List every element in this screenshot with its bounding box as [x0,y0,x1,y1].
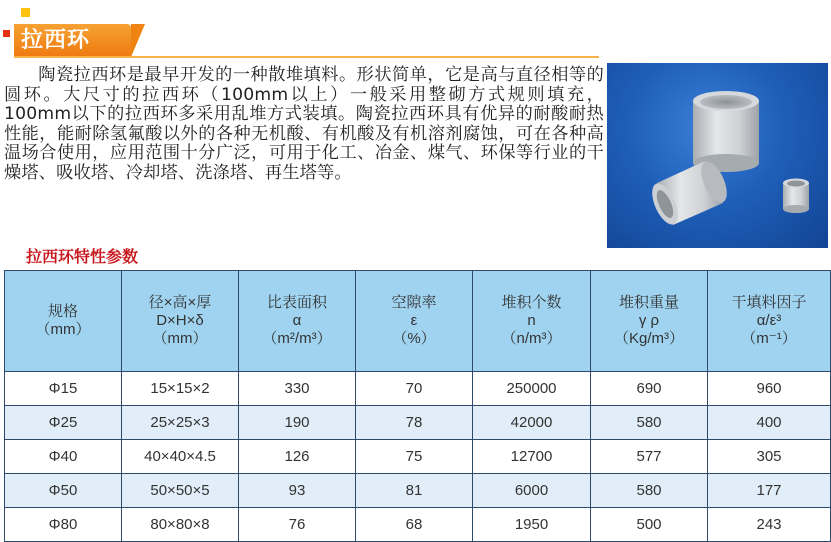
cell-count: 250000 [473,372,591,406]
cell-factor: 960 [708,372,831,406]
cell-spec: Φ80 [5,508,122,542]
header-line-3: （n/m³） [501,330,562,347]
header-packing-count [473,271,591,372]
cell-area: 330 [239,372,356,406]
cell-dims: 40×40×4.5 [122,440,239,474]
small-ring-hole [787,181,805,187]
red-square-icon [3,30,10,37]
header-void-ratio [356,271,473,372]
cell-voids: 70 [356,372,473,406]
cell-count: 1950 [473,508,591,542]
header-line-1: 堆积个数 [501,294,562,311]
header-line-2: ε [410,312,418,329]
cell-dims: 80×80×8 [122,508,239,542]
raschig-rings-image [607,63,828,248]
cell-weight: 500 [591,508,708,542]
cell-area: 190 [239,406,356,440]
cell-spec: Φ15 [5,372,122,406]
cell-area: 126 [239,440,356,474]
small-ring-bottom [783,205,809,213]
cell-area: 93 [239,474,356,508]
cell-voids: 68 [356,508,473,542]
page-title: 拉西环 [21,28,91,53]
cell-factor: 243 [708,508,831,542]
cell-weight: 690 [591,372,708,406]
header-line-2: γ ρ [638,312,660,329]
header-line-1: 干填料因子 [731,294,807,311]
cell-weight: 580 [591,406,708,440]
header-line-2: D×H×δ [156,312,204,329]
cell-dims: 15×15×2 [122,372,239,406]
header-line-1: 规格 [47,303,78,320]
cell-voids: 78 [356,406,473,440]
header-line-2: n [527,312,536,329]
table-row [5,508,831,542]
table-row [5,440,831,474]
cell-weight: 580 [591,474,708,508]
intro-text: 陶瓷拉西环是最早开发的一种散堆填料。形状简单，它是高与直径相等的圆环。大尺寸的拉西环（100mm以上）一般采用整砌方式规则填充，100mm以下的拉西环多采用乱堆方式装填。陶瓷拉西环具有优异的耐酸耐热性能，能耐除氢氟酸以外的各种无机酸、有机酸及有机溶剂腐蚀，可在各种高温场合使用，应用范围十分广泛，可用于化工、冶金、煤气、环保等行业的干燥塔、吸收塔、冷却塔、洗涤塔、再生塔等。 [4,65,604,183]
table-header-row [5,271,831,372]
cell-spec: Φ25 [5,406,122,440]
yellow-square-icon [21,8,30,17]
header-line-3: （mm） [152,330,208,347]
header-spec [5,271,122,372]
cell-factor: 400 [708,406,831,440]
header-line-1: 空隙率 [391,294,437,311]
cell-voids: 81 [356,474,473,508]
table-caption: 拉西环特性参数 [26,247,139,266]
large-ring-hole [700,95,752,109]
header-line-1: 比表面积 [266,294,327,311]
section-title-tab [14,24,131,57]
cell-factor: 177 [708,474,831,508]
cell-count: 6000 [473,474,591,508]
cell-area: 76 [239,508,356,542]
header-line-3: （mm） [35,321,91,338]
header-line-1: 径×高×厚 [148,294,212,311]
cell-factor: 305 [708,440,831,474]
cell-weight: 577 [591,440,708,474]
header-specific-surface [239,271,356,372]
cell-spec: Φ50 [5,474,122,508]
header-line-2: α [292,312,302,329]
cell-count: 12700 [473,440,591,474]
header-line-3: （Kg/m³） [613,330,684,347]
header-line-3: （%） [392,330,436,347]
header-dry-packing-factor [708,271,831,372]
intro-paragraph [4,66,604,183]
header-line-1: 堆积重量 [618,294,679,311]
cell-spec: Φ40 [5,440,122,474]
cell-dims: 50×50×5 [122,474,239,508]
cell-voids: 75 [356,440,473,474]
cell-count: 42000 [473,406,591,440]
header-line-3: （m²/m³） [262,330,332,347]
cell-dims: 25×25×3 [122,406,239,440]
table-row [5,474,831,508]
product-photo [607,63,828,248]
table-row [5,406,831,440]
table-row [5,372,831,406]
parameters-table [4,270,831,542]
title-underline [14,56,599,58]
header-line-3: （m⁻¹） [741,330,797,347]
header-line-2: α/ε³ [756,312,782,329]
header-packing-weight [591,271,708,372]
header-dimensions [122,271,239,372]
